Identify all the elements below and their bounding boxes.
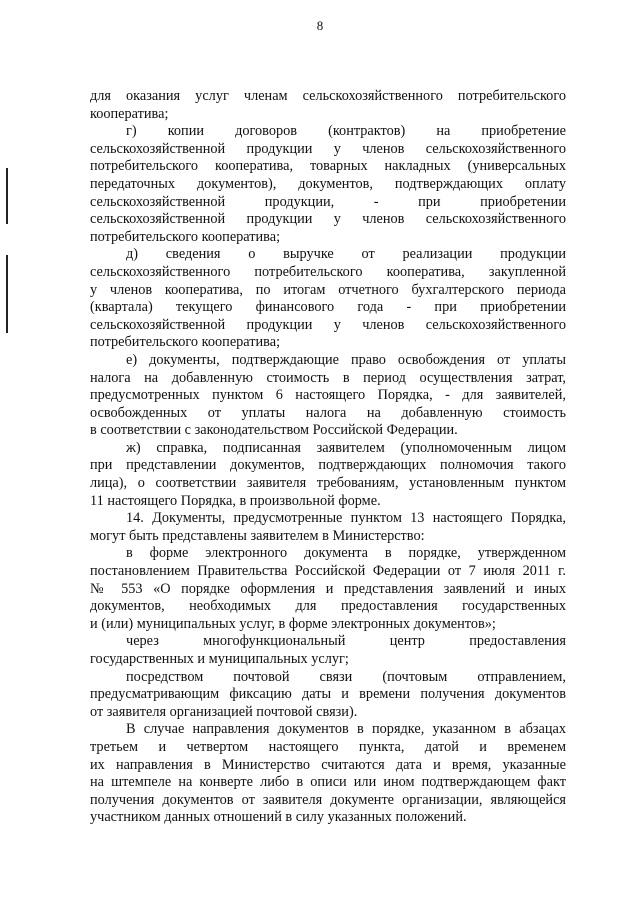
text-line: государственных и муниципальных услуг; xyxy=(90,651,349,667)
text-line: через многофункциональный центр предоставления xyxy=(126,633,566,650)
text-line: лица), о соответствии заявителя требованиям, установленным пунктом xyxy=(90,475,566,492)
text-line: потребительского кооператива; xyxy=(90,228,281,245)
text-line: в соответствии с законодательством Российской Федерации. xyxy=(90,422,458,439)
text-line: документов, необходимых для предоставления государственных xyxy=(90,598,566,615)
text-line: 11 настоящего Порядка, в произвольной форме. xyxy=(90,492,381,509)
text-line: постановлением Правительства Российской Федерации от 7 июля 2011 г. xyxy=(90,563,566,580)
text-line: налога на добавленную стоимость в период осуществления затрат, xyxy=(90,369,566,386)
text-line: в форме электронного документа в порядке, утвержденном xyxy=(126,545,566,562)
text-line: их направления в Министерство считаются дата и время, указанные xyxy=(90,756,566,773)
text-line: могут быть представлены заявителем в Министерство: xyxy=(90,527,425,544)
text-line: сельскохозяйственной продукции у членов сельскохозяйственного xyxy=(90,211,566,228)
text-line: сельскохозяйственной продукции, - при приобретении xyxy=(90,193,566,210)
page-number: 8 xyxy=(316,18,324,33)
text-line: д) сведения о выручке от реализации продукции xyxy=(126,246,566,263)
text-line: предусмотренных пунктом 6 настоящего Порядка, - для заявителей, xyxy=(90,387,566,404)
text-line: потребительского кооператива; xyxy=(90,334,281,351)
text-line: от заявителя организацией почтовой связи). xyxy=(90,703,358,720)
text-line: г) копии договоров (контрактов) на приобретение xyxy=(126,123,566,140)
text-line: и (или) муниципальных услуг, в форме электронных документов»; xyxy=(90,615,496,632)
text-line: кооператива; xyxy=(90,105,169,122)
text-line: посредством почтовой связи (почтовым отправлением, xyxy=(126,668,566,685)
text-line: № 553 «О порядке оформления и представления заявлений и иных xyxy=(90,580,566,597)
text-line: участником данных отношений в силу указанных положений. xyxy=(90,809,467,826)
text-line: 14. Документы, предусмотренные пунктом 13 настоящего Порядка, xyxy=(126,510,566,527)
document-body xyxy=(90,88,566,827)
text-line: потребительского кооператива, товарных накладных (универсальных xyxy=(90,158,566,175)
text-line: у членов кооператива, по итогам отчетного бухгалтерского периода xyxy=(90,281,566,298)
text-line: е) документы, подтверждающие право освобождения от уплаты xyxy=(126,351,566,368)
text-line: при представлении документов, подтверждающих полномочия такого xyxy=(90,457,566,474)
text-line: В случае направления документов в порядке, указанном в абзацах xyxy=(126,721,566,738)
text-line: на штемпеле на конверте либо в описи или ином подтверждающем факт xyxy=(90,774,566,791)
text-line: сельскохозяйственной продукции у членов сельскохозяйственного xyxy=(90,140,566,157)
text-line: сельскохозяйственного потребительского кооператива, закупленной xyxy=(90,263,566,280)
text-line: освобожденных от уплаты налога на добавленную стоимость xyxy=(90,404,566,421)
text-line: предусматривающим фиксацию даты и времени получения документов xyxy=(90,686,566,703)
text-line: получения документов от заявителя документе организации, являющейся xyxy=(90,791,566,808)
margin-mark xyxy=(6,168,8,224)
text-line: (квартала) текущего финансового года - при приобретении xyxy=(90,299,566,316)
text-line: сельскохозяйственной продукции у членов сельскохозяйственного xyxy=(90,316,566,333)
margin-mark xyxy=(6,255,8,333)
text-line: для оказания услуг членам сельскохозяйственного потребительского xyxy=(90,88,566,104)
text-line: ж) справка, подписанная заявителем (уполномоченным лицом xyxy=(126,439,566,456)
text-line: третьем и четвертом настоящего пункта, датой и временем xyxy=(90,738,566,755)
text-line: передаточных документов), документов, подтверждающих оплату xyxy=(90,175,566,192)
